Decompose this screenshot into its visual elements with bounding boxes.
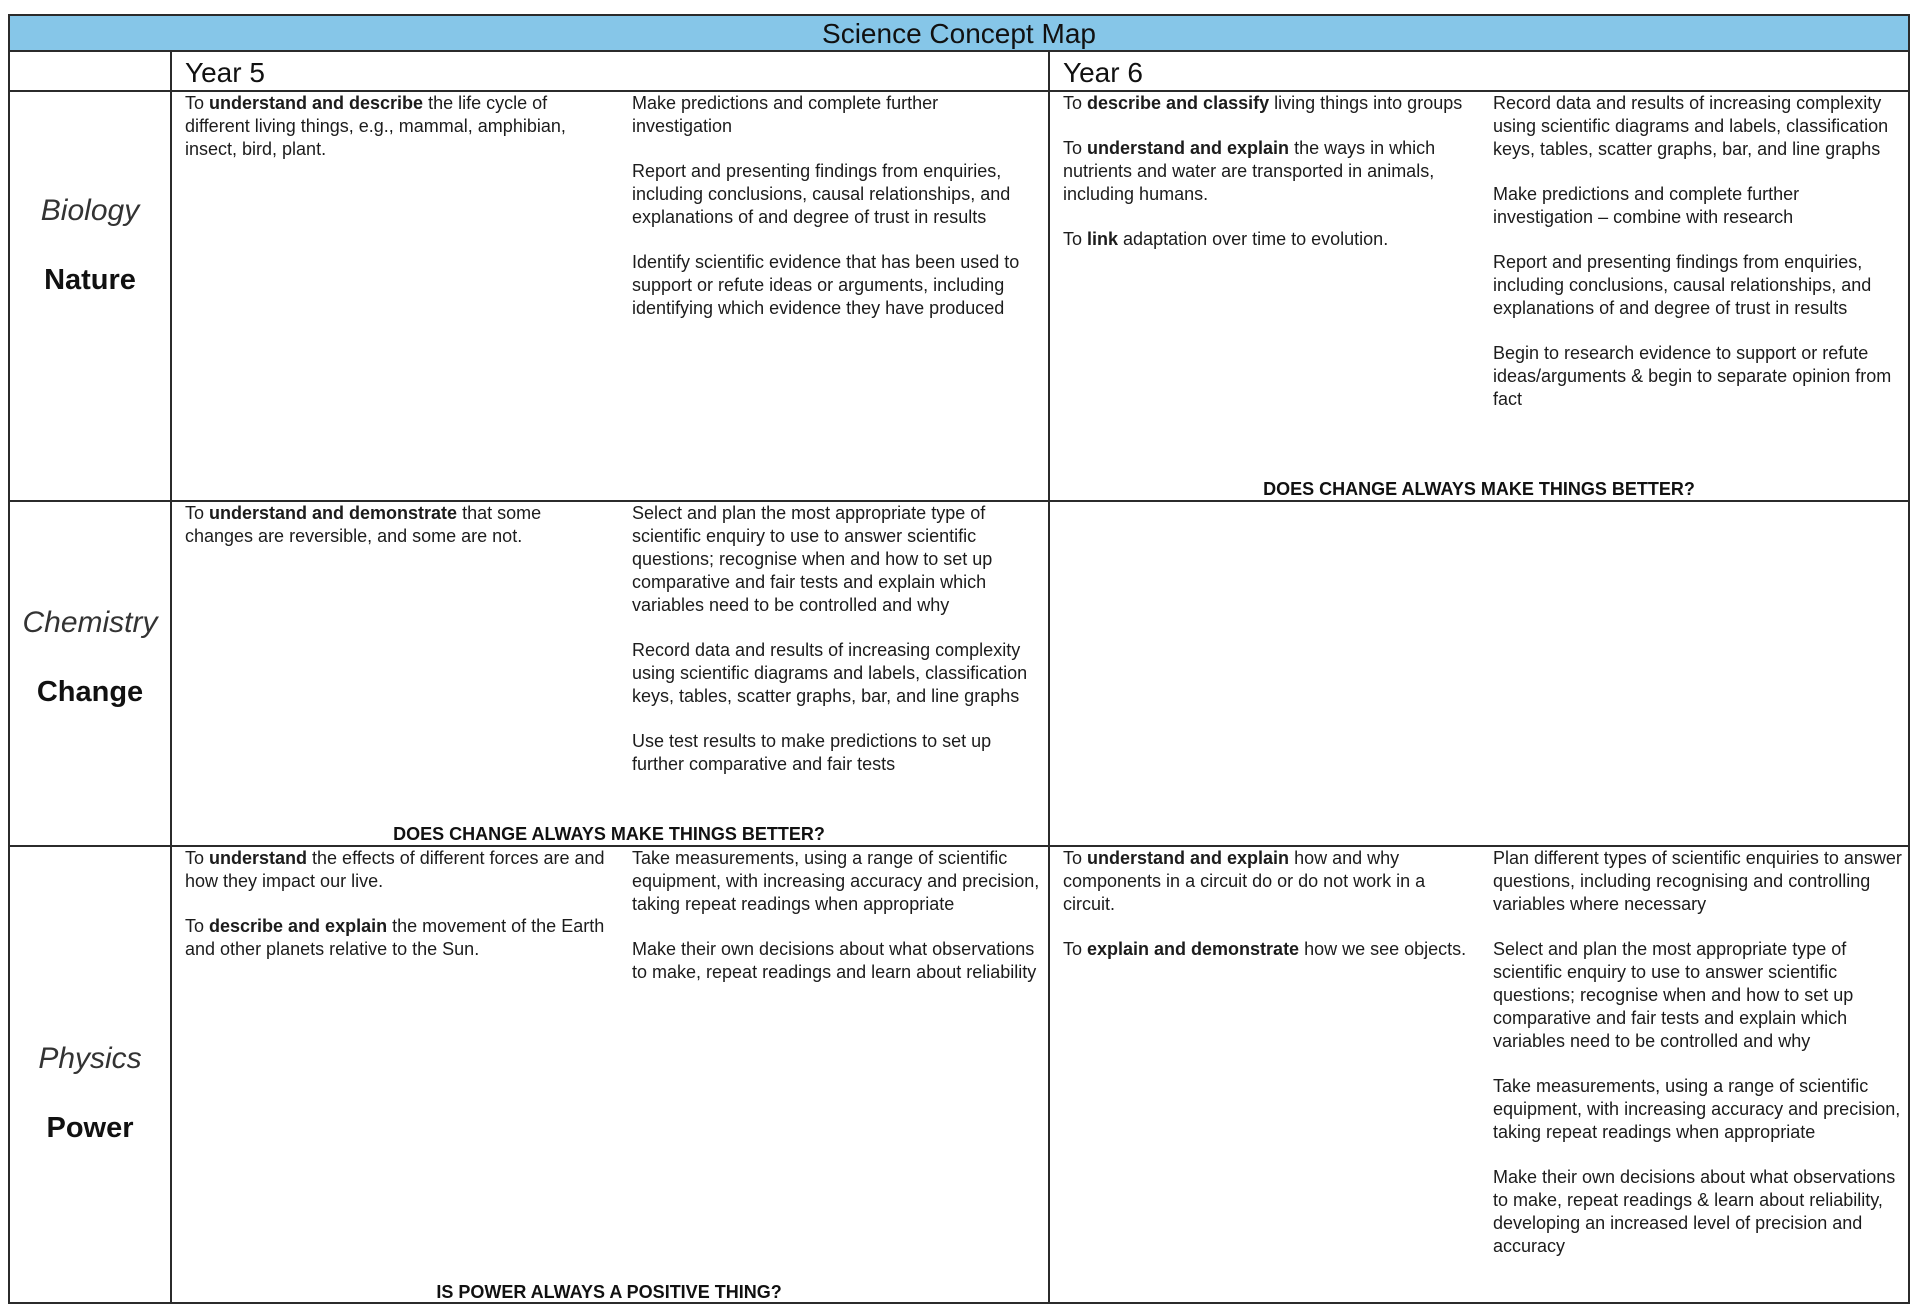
biology-big-question: DOES CHANGE ALWAYS MAKE THINGS BETTER? [1263,479,1695,499]
biology-y6-skills [1493,92,1903,433]
statement-verb: describe and classify [1087,93,1270,113]
statement-verb: understand [209,848,308,868]
statement: Make their own decisions about what observations to make, repeat readings and learn about reliability [632,939,1037,982]
statement [185,92,605,161]
statement: Select and plan the most appropriate type of scientific enquiry to use to answer scientific questions; recognise when and how to set up comparative and fair tests and explain which variables need to be controlled and why [632,503,993,615]
statement: Use test results to make predictions to set up further comparative and fair tests [632,731,992,774]
statement: Make their own decisions about what observations to make, repeat readings & learn about reliability, developing an increased level of precision and accuracy [1493,1167,1896,1256]
divider-subject-column [170,52,172,1304]
subject-biology [10,194,170,297]
statement [185,915,605,961]
statement [1063,938,1468,961]
statement-verb: describe and explain [209,916,388,936]
statement-prefix: To [1063,848,1088,868]
statement-text: how we see objects. [1299,939,1467,959]
physics-y5-skills [632,847,1042,1006]
chemistry-y5-knowledge [185,502,605,570]
statement-verb: understand and demonstrate [209,503,458,523]
statement-prefix: To [185,916,210,936]
statement-verb: link [1087,229,1119,249]
biology-y5-skills [632,92,1042,342]
statement-text: living things into groups [1269,93,1463,113]
statement: Record data and results of increasing complexity using scientific diagrams and labels, classification keys, tables, scatter graphs, bar, and line graphs [632,640,1028,706]
subject-concept: Nature [44,264,136,296]
subject-concept: Power [46,1112,134,1144]
statement-verb: understand and explain [1087,848,1290,868]
biology-y6-knowledge [1063,92,1468,273]
statement-text: the effects of different forces are and how they impact our live. [185,848,605,891]
statement: Report and presenting findings from enquiries, including conclusions, causal relationships, and explanations of and degree of trust in results [1493,252,1872,318]
statement-prefix: To [1063,138,1088,158]
statement-prefix: To [1063,229,1088,249]
statement-verb: understand and explain [1087,138,1290,158]
statement-text: adaptation over time to evolution. [1118,229,1389,249]
statement [1063,137,1468,206]
statement-text: the ways in which nutrients and water are transported in animals, including humans. [1063,138,1436,204]
statement: Identify scientific evidence that has been used to support or refute ideas or arguments, including identifying which evidence they have produced [632,252,1020,318]
statement-prefix: To [185,503,210,523]
subject-name: Biology [40,194,140,227]
subject-name: Chemistry [22,606,158,639]
statement-prefix: To [185,93,210,113]
statement: Plan different types of scientific enquiries to answer questions, including recognising and controlling variables where necessary [1493,848,1902,914]
statement [185,847,605,893]
statement: Take measurements, using a range of scientific equipment, with increasing accuracy and precision, taking repeat readings when appropriate [632,848,1040,914]
subject-chemistry [10,606,170,709]
physics-big-question: IS POWER ALWAYS A POSITIVE THING? [436,1282,782,1302]
statement-text: that some changes are reversible, and some are not. [185,503,542,546]
statement: Make predictions and complete further investigation – combine with research [1493,184,1800,227]
year-5-header: Year 5 [185,57,265,88]
statement [1063,847,1468,916]
chemistry-y5-skills [632,502,1042,798]
biology-y5-knowledge [185,92,605,183]
physics-y6-knowledge [1063,847,1468,983]
statement: Report and presenting findings from enquiries, including conclusions, causal relationships, and explanations of and degree of trust in results [632,161,1011,227]
statement-text: the movement of the Earth and other planets relative to the Sun. [185,916,605,959]
physics-y6-skills [1493,847,1903,1280]
statement [1063,228,1468,251]
subject-name: Physics [38,1042,142,1075]
physics-y5-knowledge [185,847,605,983]
statement: Make predictions and complete further investigation [632,93,939,136]
year-6-header: Year 6 [1063,57,1143,88]
subject-concept: Change [36,676,144,708]
subject-physics [10,1042,170,1145]
statement-verb: understand and describe [209,93,424,113]
page-title: Science Concept Map [10,16,1908,52]
statement [185,502,605,548]
statement-prefix: To [185,848,210,868]
statement: Take measurements, using a range of scientific equipment, with increasing accuracy and precision, taking repeat readings when appropriate [1493,1076,1901,1142]
statement: Select and plan the most appropriate type of scientific enquiry to use to answer scientific questions; recognise when and how to set up comparative and fair tests and explain which variables need to be controlled and why [1493,939,1854,1051]
statement [1063,92,1468,115]
statement-prefix: To [1063,93,1088,113]
chemistry-big-question: DOES CHANGE ALWAYS MAKE THINGS BETTER? [393,824,825,844]
statement: Record data and results of increasing complexity using scientific diagrams and labels, classification keys, tables, scatter graphs, bar, and line graphs [1493,93,1889,159]
divider-year-columns [1048,52,1050,1304]
statement-text: how and why components in a circuit do or do not work in a circuit. [1063,848,1426,914]
statement-verb: explain and demonstrate [1087,939,1300,959]
concept-map-table [8,14,1910,1304]
statement-text: the life cycle of different living things, e.g., mammal, amphibian, insect, bird, plant. [185,93,566,159]
statement: Begin to research evidence to support or refute ideas/arguments & begin to separate opinion from fact [1493,343,1892,409]
statement-prefix: To [1063,939,1088,959]
